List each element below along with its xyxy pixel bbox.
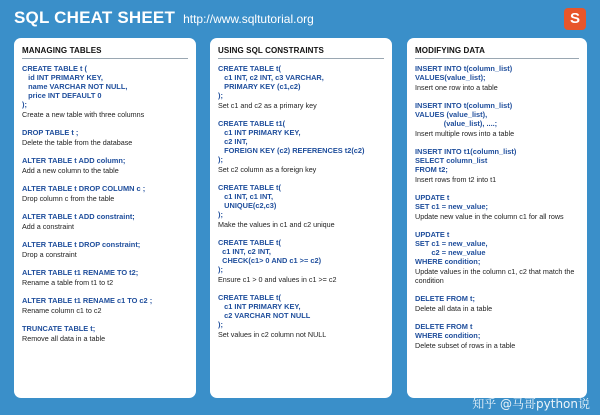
list-item: [218, 64, 384, 110]
code-description: Update values in the column c1, c2 that match the condition: [415, 267, 575, 285]
logo-icon: S: [564, 8, 586, 30]
list-item: [415, 294, 579, 313]
code-line: VALUES(value_list);: [415, 73, 486, 82]
code-line: VALUES (value_list),: [415, 110, 488, 119]
code-description: Drop column c from the table: [22, 194, 115, 203]
code-line: WHERE condition;: [415, 257, 481, 266]
code-description: Add a constraint: [22, 222, 74, 231]
code-line: UPDATE t: [415, 193, 450, 202]
code-line: c2 INT,: [218, 137, 248, 146]
list-item: [218, 183, 384, 229]
list-item: [218, 119, 384, 174]
code-line: price INT DEFAULT 0: [22, 91, 102, 100]
panel-title: MODIFYING DATA: [415, 46, 485, 55]
site-url-link[interactable]: http://www.sqltutorial.org: [183, 12, 314, 26]
list-item: [22, 128, 188, 147]
code-line: DELETE FROM t: [415, 322, 473, 331]
code-line: c1 INT, c2 INT,: [218, 247, 271, 256]
code-description: Ensure c1 > 0 and values in c1 >= c2: [218, 275, 337, 284]
list-item: [415, 64, 579, 92]
code-line: INSERT INTO t(column_list): [415, 101, 513, 110]
code-line: INSERT INTO t(column_list): [415, 64, 513, 73]
code-line: CHECK(c1> 0 AND c1 >= c2): [218, 256, 322, 265]
code-description: Insert one row into a table: [415, 83, 498, 92]
list-item: [415, 147, 579, 184]
code-description: Insert rows from t2 into t1: [415, 175, 497, 184]
code-description: Rename a table from t1 to t2: [22, 278, 114, 287]
entry-list: [218, 64, 384, 339]
list-item: [22, 324, 188, 343]
code-line: UNIQUE(c2,c3): [218, 201, 277, 210]
code-description: Set values in c2 column not NULL: [218, 330, 327, 339]
divider: [22, 58, 188, 59]
list-item: [415, 322, 579, 350]
divider: [218, 58, 384, 59]
header: [14, 8, 314, 32]
code-line: SELECT column_list: [415, 156, 488, 165]
list-item: [415, 230, 579, 285]
code-line: WHERE condition;: [415, 331, 481, 340]
list-item: [22, 296, 188, 315]
code-line: FROM t2;: [415, 165, 448, 174]
code-line: UPDATE t: [415, 230, 450, 239]
code-line: );: [22, 100, 27, 109]
code-line: name VARCHAR NOT NULL,: [22, 82, 128, 91]
code-line: c1 INT, c2 INT, c3 VARCHAR,: [218, 73, 324, 82]
list-item: [218, 293, 384, 339]
code-line: CREATE TABLE t1(: [218, 119, 286, 128]
code-line: c2 VARCHAR NOT NULL: [218, 311, 311, 320]
list-item: [22, 268, 188, 287]
list-item: [22, 212, 188, 231]
code-description: Add a new column to the table: [22, 166, 119, 175]
panel-using-constraints: [210, 38, 392, 398]
panel-title: MANAGING TABLES: [22, 46, 102, 55]
code-description: Update new value in the column c1 for all rows: [415, 212, 564, 221]
code-description: Insert multiple rows into a table: [415, 129, 515, 138]
divider: [415, 58, 579, 59]
code-line: ALTER TABLE t DROP constraint;: [22, 240, 141, 249]
code-line: CREATE TABLE t(: [218, 64, 281, 73]
code-line: ALTER TABLE t ADD constraint;: [22, 212, 135, 221]
code-line: );: [218, 320, 223, 329]
code-line: SET c1 = new_value,: [415, 239, 488, 248]
list-item: [22, 240, 188, 259]
list-item: [415, 193, 579, 221]
panel-managing-tables: [14, 38, 196, 398]
code-line: TRUNCATE TABLE t;: [22, 324, 96, 333]
code-line: id INT PRIMARY KEY,: [22, 73, 103, 82]
code-line: );: [218, 265, 223, 274]
code-line: ALTER TABLE t ADD column;: [22, 156, 126, 165]
code-line: SET c1 = new_value;: [415, 202, 488, 211]
code-description: Drop a constraint: [22, 250, 77, 259]
code-line: );: [218, 91, 223, 100]
code-line: c1 INT, c1 INT,: [218, 192, 274, 201]
code-line: DELETE FROM t;: [415, 294, 475, 303]
entry-list: [415, 64, 579, 350]
code-line: c1 INT PRIMARY KEY,: [218, 128, 301, 137]
list-item: [22, 184, 188, 203]
code-line: c1 INT PRIMARY KEY,: [218, 302, 301, 311]
code-line: ALTER TABLE t DROP COLUMN c ;: [22, 184, 146, 193]
code-description: Delete all data in a table: [415, 304, 493, 313]
code-line: PRIMARY KEY (c1,c2): [218, 82, 301, 91]
code-line: INSERT INTO t1(column_list): [415, 147, 517, 156]
code-line: FOREIGN KEY (c2) REFERENCES t2(c2): [218, 146, 365, 155]
panel-title: USING SQL CONSTRAINTS: [218, 46, 324, 55]
panel-modifying-data: [407, 38, 587, 398]
list-item: [218, 238, 384, 284]
code-line: c2 = new_value: [415, 248, 486, 257]
code-line: CREATE TABLE t (: [22, 64, 88, 73]
code-line: );: [218, 155, 223, 164]
code-line: ALTER TABLE t1 RENAME c1 TO c2 ;: [22, 296, 153, 305]
code-description: Make the values in c1 and c2 unique: [218, 220, 335, 229]
code-description: Rename column c1 to c2: [22, 306, 102, 315]
code-description: Set c2 column as a foreign key: [218, 165, 317, 174]
code-line: ALTER TABLE t1 RENAME TO t2;: [22, 268, 139, 277]
code-line: (value_list), ....;: [415, 119, 498, 128]
watermark: 知乎 @马哥python说: [472, 397, 590, 411]
code-description: Set c1 and c2 as a primary key: [218, 101, 317, 110]
code-line: CREATE TABLE t(: [218, 183, 281, 192]
code-description: Create a new table with three columns: [22, 110, 145, 119]
code-line: );: [218, 210, 223, 219]
page-title: SQL CHEAT SHEET: [14, 8, 176, 27]
code-description: Remove all data in a table: [22, 334, 106, 343]
list-item: [22, 64, 188, 119]
entry-list: [22, 64, 188, 343]
list-item: [22, 156, 188, 175]
code-description: Delete the table from the database: [22, 138, 133, 147]
list-item: [415, 101, 579, 138]
code-description: Delete subset of rows in a table: [415, 341, 516, 350]
code-line: CREATE TABLE t(: [218, 238, 281, 247]
code-line: CREATE TABLE t(: [218, 293, 281, 302]
code-line: DROP TABLE t ;: [22, 128, 79, 137]
